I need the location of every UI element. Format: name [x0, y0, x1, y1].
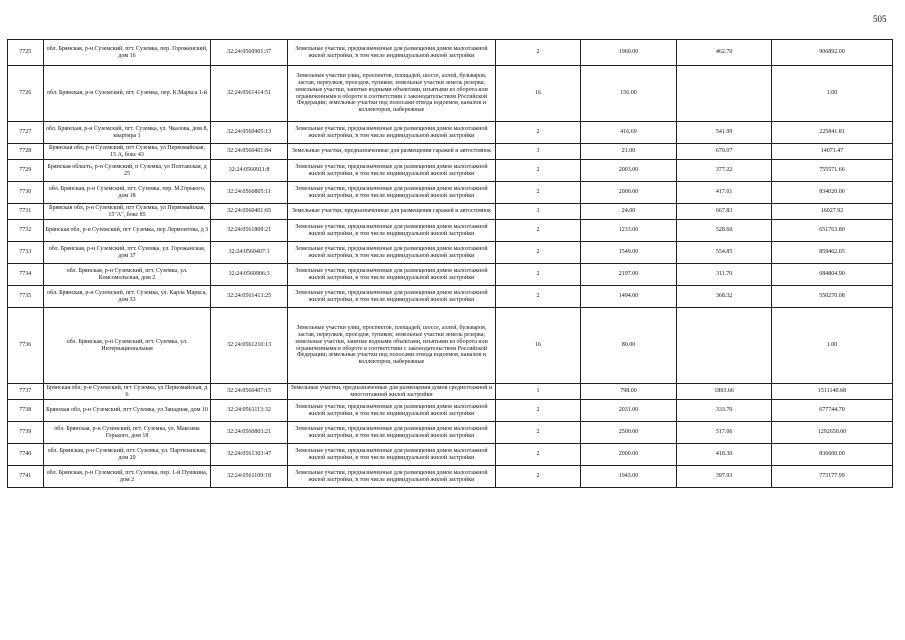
row-number-cell: 7739 — [8, 422, 44, 444]
cadastral-number-cell: 32:24:0560901:37 — [211, 40, 287, 66]
use-group-cell: 16 — [496, 308, 580, 384]
table-row — [8, 400, 893, 422]
row-number-cell: 7738 — [8, 400, 44, 422]
area-cell: 2197.00 — [580, 264, 677, 286]
specific-value-cell: 418.30 — [677, 444, 772, 466]
cadastral-value-cell: 773177.99 — [771, 466, 892, 488]
table-row — [8, 220, 893, 242]
address-cell: Брянская обл, р-н Суземский, пгт Суземка, ул Первомайская, д 6 — [43, 384, 211, 400]
cadastral-value-cell: 225841.81 — [771, 122, 892, 144]
table-row — [8, 444, 893, 466]
land-use-cell: Земельные участки, предназначенные для размещения домов малоэтажной жилой застройки, в том числе индивидуальной жилой застройки — [287, 40, 496, 66]
specific-value-cell: 462.70 — [677, 40, 772, 66]
cadastral-value-cell: 836600.00 — [771, 444, 892, 466]
cadastral-number-cell: 32:24:0561413:25 — [211, 286, 287, 308]
cadastral-number-cell: 32:24:0561414:51 — [211, 66, 287, 122]
row-number-cell: 7735 — [8, 286, 44, 308]
specific-value-cell: 311.70 — [677, 264, 772, 286]
cadastral-value-cell: 906892.00 — [771, 40, 892, 66]
table-row — [8, 160, 893, 182]
cadastral-number-cell: 32:24:0561113:32 — [211, 400, 287, 422]
cadastral-value-cell: 684804.90 — [771, 264, 892, 286]
land-use-cell: Земельные участки, предназначенные для размещения домов малоэтажной жилой застройки, в том числе индивидуальной жилой застройки — [287, 220, 496, 242]
address-cell: обл. Брянская, р-н Суземский, пгт. Суземка, ул. Карла Маркса, дом 33 — [43, 286, 211, 308]
row-number-cell: 7725 — [8, 40, 44, 66]
specific-value-cell: 517.06 — [677, 422, 772, 444]
cadastral-value-cell: 859462.65 — [771, 242, 892, 264]
cadastral-value-cell: 651763.80 — [771, 220, 892, 242]
area-cell: 2500.00 — [580, 422, 677, 444]
cadastral-value-cell: 1.00 — [771, 66, 892, 122]
table-row — [8, 466, 893, 488]
use-group-cell: 3 — [496, 144, 580, 160]
cadastral-value-cell: 1511140.68 — [771, 384, 892, 400]
area-cell: 2003.00 — [580, 160, 677, 182]
area-cell: 21.00 — [580, 144, 677, 160]
row-number-cell: 7727 — [8, 122, 44, 144]
cadastral-number-cell: 32:24:0561210:13 — [211, 308, 287, 384]
area-cell: 416.69 — [580, 122, 677, 144]
cadastral-value-cell: 755571.66 — [771, 160, 892, 182]
area-cell: 80.00 — [580, 308, 677, 384]
land-use-cell: Земельные участки, предназначенные для размещения домов малоэтажной жилой застройки, в том числе индивидуальной жилой застройки — [287, 422, 496, 444]
use-group-cell: 2 — [496, 422, 580, 444]
table-row — [8, 122, 893, 144]
specific-value-cell: 417.01 — [677, 182, 772, 204]
cadastral-value-cell: 14071.47 — [771, 144, 892, 160]
use-group-cell: 2 — [496, 40, 580, 66]
cadastral-value-cell: 677744.70 — [771, 400, 892, 422]
row-number-cell: 7731 — [8, 204, 44, 220]
use-group-cell: 2 — [496, 400, 580, 422]
address-cell: обл. Брянская, р-н Суземский, пгт. Суземка, пер. 1-й Пушкина, дом 2 — [43, 466, 211, 488]
row-number-cell: 7736 — [8, 308, 44, 384]
specific-value-cell: 377.22 — [677, 160, 772, 182]
specific-value-cell: 333.70 — [677, 400, 772, 422]
cadastral-value-cell: 16027.92 — [771, 204, 892, 220]
use-group-cell: 2 — [496, 444, 580, 466]
area-cell: 24.00 — [580, 204, 677, 220]
address-cell: обл. Брянская, р-н Суземский, пгт. Суземка, ул. Комсомольская, дом 2 — [43, 264, 211, 286]
land-use-cell: Земельные участки, предназначенные для размещения гаражей и автостоянок — [287, 144, 496, 160]
cadastral-value-cell: 1292650.00 — [771, 422, 892, 444]
address-cell: обл. Брянская, р-н Суземский, пгт. Суземка, пер. К.Маркса 1-й — [43, 66, 211, 122]
address-cell: обл. Брянская, р-н Суземский, пгт. Суземка, ул. Интернациональная — [43, 308, 211, 384]
area-cell: 2000.00 — [580, 182, 677, 204]
specific-value-cell: 554.85 — [677, 242, 772, 264]
address-cell: Брянская область, р-н Суземский, п Суземка, ул Полтавская, д 25 — [43, 160, 211, 182]
registry-table-body — [8, 40, 893, 488]
page-number: 505 — [873, 14, 887, 24]
table-row — [8, 182, 893, 204]
registry-table — [7, 39, 893, 488]
address-cell: Брянская обл, р-н Суземский, пгт Суземка, ул Первомайская, 15 А, бокс 43 — [43, 144, 211, 160]
address-cell: Брянская обл, р-н Суземский, пгт Суземка, пер Лермонтова, д 3 — [43, 220, 211, 242]
address-cell: обл. Брянская, р-н Суземский, пгт. Суземка, ул. Партизанская, дом 20 — [43, 444, 211, 466]
cadastral-number-cell: 32:24:0560405:13 — [211, 122, 287, 144]
row-number-cell: 7729 — [8, 160, 44, 182]
cadastral-number-cell: 32:24:0561109:18 — [211, 466, 287, 488]
area-cell: 156.00 — [580, 66, 677, 122]
cadastral-number-cell: 32:24:0561303:47 — [211, 444, 287, 466]
land-use-cell: Земельные участки, предназначенные для размещения домов малоэтажной жилой застройки, в том числе индивидуальной жилой застройки — [287, 264, 496, 286]
row-number-cell: 7741 — [8, 466, 44, 488]
use-group-cell: 2 — [496, 242, 580, 264]
table-row — [8, 66, 893, 122]
area-cell: 1233.00 — [580, 220, 677, 242]
use-group-cell: 2 — [496, 466, 580, 488]
area-cell: 2031.00 — [580, 400, 677, 422]
use-group-cell: 2 — [496, 182, 580, 204]
row-number-cell: 7732 — [8, 220, 44, 242]
land-use-cell: Земельные участки, предназначенные для размещения домов среднеэтажной и многоэтажной жилой застройки — [287, 384, 496, 400]
table-row — [8, 144, 893, 160]
table-row — [8, 264, 893, 286]
cadastral-value-cell: 834020.00 — [771, 182, 892, 204]
cadastral-value-cell: 1.00 — [771, 308, 892, 384]
table-row — [8, 422, 893, 444]
specific-value-cell: 667.83 — [677, 204, 772, 220]
table-row — [8, 204, 893, 220]
cadastral-number-cell: 32:24:0561809:21 — [211, 220, 287, 242]
area-cell: 1943.00 — [580, 466, 677, 488]
specific-value-cell: 528.60 — [677, 220, 772, 242]
table-row — [8, 40, 893, 66]
land-use-cell: Земельные участки улиц, проспектов, площадей, шоссе, аллей, бульваров, застав, переулков, проездов, тупиков; земельные участки земель резерва; земельные участки, занятые водными объектами, изъятыми из оборота или ограниченными в обороте в соответствии с законодательством Российской Федерации; земельные участки под полосами отвода водоемов, каналов и коллекторов, набережные — [287, 308, 496, 384]
table-row — [8, 286, 893, 308]
row-number-cell: 7728 — [8, 144, 44, 160]
address-cell: Брянская обл, р-н Суземский, пгт Суземка, ул Первомайская, 15"А", бокс 85 — [43, 204, 211, 220]
specific-value-cell: 670.07 — [677, 144, 772, 160]
specific-value-cell: 541.99 — [677, 122, 772, 144]
row-number-cell: 7733 — [8, 242, 44, 264]
address-cell: обл. Брянская, р-н Суземский, пгт. Суземка, ул. Горожанская, дом 37 — [43, 242, 211, 264]
use-group-cell: 2 — [496, 286, 580, 308]
area-cell: 798.00 — [580, 384, 677, 400]
land-use-cell: Земельные участки, предназначенные для размещения домов малоэтажной жилой застройки, в том числе индивидуальной жилой застройки — [287, 444, 496, 466]
use-group-cell: 1 — [496, 384, 580, 400]
land-use-cell: Земельные участки, предназначенные для размещения домов малоэтажной жилой застройки, в том числе индивидуальной жилой застройки — [287, 466, 496, 488]
land-use-cell: Земельные участки, предназначенные для размещения домов малоэтажной жилой застройки, в том числе индивидуальной жилой застройки — [287, 160, 496, 182]
address-cell: обл. Брянская, р-н Суземский, пгт. Суземка, пер. Горожанский, дом 16 — [43, 40, 211, 66]
row-number-cell: 7726 — [8, 66, 44, 122]
specific-value-cell — [677, 308, 772, 384]
cadastral-number-cell: 32:24:0560407:1 — [211, 242, 287, 264]
row-number-cell: 7730 — [8, 182, 44, 204]
row-number-cell: 7737 — [8, 384, 44, 400]
land-use-cell: Земельные участки, предназначенные для размещения домов малоэтажной жилой застройки, в том числе индивидуальной жилой застройки — [287, 242, 496, 264]
area-cell: 2000.00 — [580, 444, 677, 466]
area-cell: 1960.00 — [580, 40, 677, 66]
address-cell: обл. Брянская, р-н Суземский, пгт. Суземка, пер. М.Горького, дом 18 — [43, 182, 211, 204]
land-use-cell: Земельные участки, предназначенные для размещения домов малоэтажной жилой застройки, в том числе индивидуальной жилой застройки — [287, 122, 496, 144]
cadastral-value-cell: 550270.08 — [771, 286, 892, 308]
use-group-cell: 2 — [496, 160, 580, 182]
use-group-cell: 3 — [496, 204, 580, 220]
land-use-cell: Земельные участки, предназначенные для размещения домов малоэтажной жилой застройки, в том числе индивидуальной жилой застройки — [287, 400, 496, 422]
cadastral-number-cell: 32:24:0560805:11 — [211, 182, 287, 204]
table-row — [8, 308, 893, 384]
land-use-cell: Земельные участки улиц, проспектов, площадей, шоссе, аллей, бульваров, застав, переулков, проездов, тупиков; земельные участки земель резерва; земельные участки, занятые водными объектами, изъятыми из оборота или ограниченными в обороте в соответствии с законодательством Российской Федерации; земельные участки под полосами отвода водоемов, каналов и коллекторов, набережные — [287, 66, 496, 122]
address-cell: Брянская обл, р-н Суземский, пгт Суземка, ул Западная, дом 10 — [43, 400, 211, 422]
land-use-cell: Земельные участки, предназначенные для размещения домов малоэтажной жилой застройки, в том числе индивидуальной жилой застройки — [287, 182, 496, 204]
cadastral-number-cell: 32:24:0560803:21 — [211, 422, 287, 444]
land-use-cell: Земельные участки, предназначенные для размещения домов малоэтажной жилой застройки, в том числе индивидуальной жилой застройки — [287, 286, 496, 308]
cadastral-number-cell: 32:24:0560401:65 — [211, 204, 287, 220]
address-cell: обл. Брянская, р-н Суземский, пгт. Суземка, ул. Максима Горького, дом 18 — [43, 422, 211, 444]
table-row — [8, 242, 893, 264]
land-use-cell: Земельные участки, предназначенные для размещения гаражей и автостоянок — [287, 204, 496, 220]
cadastral-number-cell: 32:24:0560407:15 — [211, 384, 287, 400]
area-cell: 1494.00 — [580, 286, 677, 308]
row-number-cell: 7734 — [8, 264, 44, 286]
cadastral-number-cell: 32:24:0560906:3 — [211, 264, 287, 286]
cadastral-number-cell: 32:24:0560911:8 — [211, 160, 287, 182]
use-group-cell: 16 — [496, 66, 580, 122]
specific-value-cell — [677, 66, 772, 122]
specific-value-cell: 1893.66 — [677, 384, 772, 400]
use-group-cell: 2 — [496, 122, 580, 144]
address-cell: обл. Брянская, р-н Суземский, пгт. Суземка, ул. Чкалова, дом 8, квартира 1 — [43, 122, 211, 144]
row-number-cell: 7740 — [8, 444, 44, 466]
use-group-cell: 2 — [496, 220, 580, 242]
use-group-cell: 2 — [496, 264, 580, 286]
table-row — [8, 384, 893, 400]
cadastral-number-cell: 32:24:0560401:84 — [211, 144, 287, 160]
specific-value-cell: 368.32 — [677, 286, 772, 308]
area-cell: 1549.00 — [580, 242, 677, 264]
specific-value-cell: 397.93 — [677, 466, 772, 488]
